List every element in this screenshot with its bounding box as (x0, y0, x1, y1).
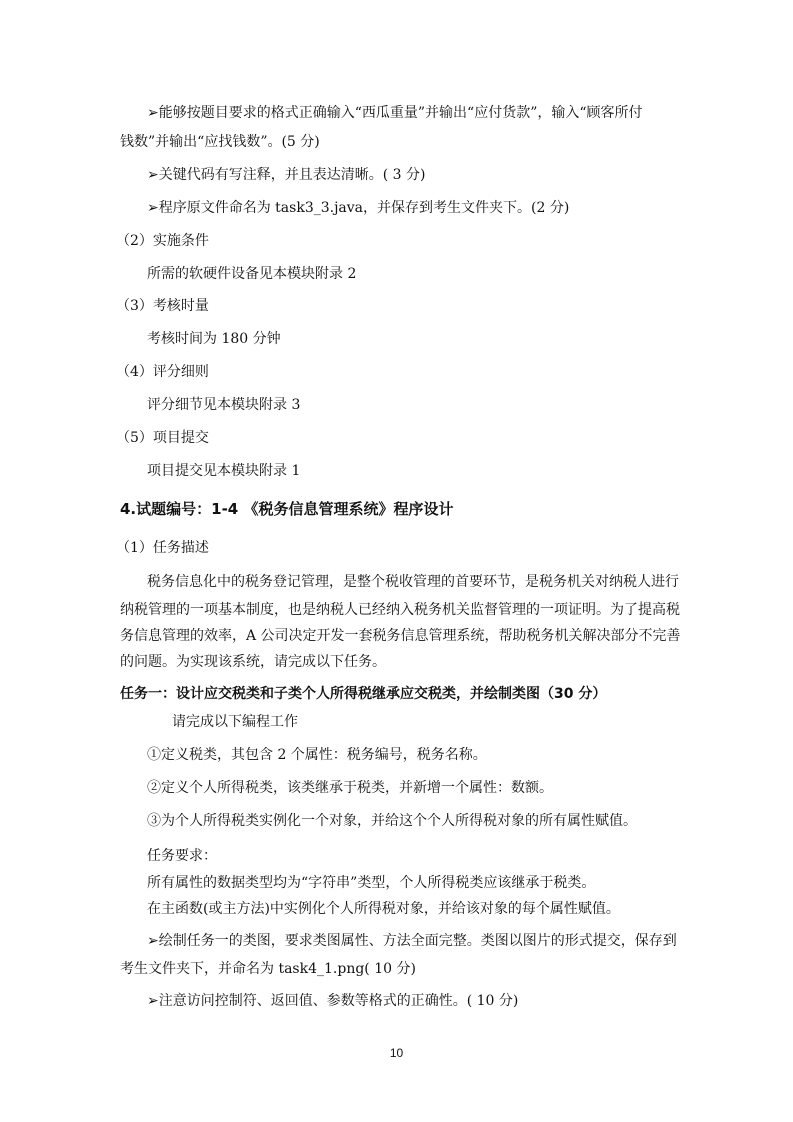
text-line: 的问题。为实现该系统，请完成以下任务。 (120, 654, 386, 670)
text-line: 在主函数(或主方法)中实例化个人所得税对象，并给该对象的每个属性赋值。 (147, 901, 620, 917)
text-line: ➢绘制任务一的类图，要求类图属性、方法全面完整。类图以图片的形式提交，保存到 (147, 933, 677, 949)
page-number: 10 (389, 1046, 404, 1060)
text-line: 所有属性的数据类型均为“字符串”类型，个人所得税类应该继承于税类。 (147, 875, 596, 891)
section-heading: （1）任务描述 (116, 540, 209, 556)
section-heading: （2）实施条件 (116, 233, 209, 249)
section-heading: （4）评分细则 (116, 364, 209, 380)
text-line: 任务要求： (147, 848, 217, 864)
text-line: 请完成以下编程工作 (172, 714, 298, 730)
text-line: 评分细节见本模块附录 3 (147, 397, 301, 413)
list-item: ②定义个人所得税类，该类继承于税类，并新增一个属性：数额。 (147, 780, 553, 796)
question-title: 4.试题编号：1-4 《税务信息管理系统》程序设计 (120, 500, 454, 518)
task-heading: 任务一：设计应交税类和子类个人所得税继承应交税类，并绘制类图（30 分） (120, 686, 607, 702)
text-line: 税务信息化中的税务登记管理，是整个税收管理的首要环节，是税务机关对纳税人进行 (147, 574, 679, 590)
section-heading: （5）项目提交 (116, 430, 209, 446)
text-line: 项目提交见本模块附录 1 (147, 463, 301, 479)
text-line: ➢关键代码有写注释，并且表达清晰。( 3 分) (147, 167, 426, 183)
text-line: ➢程序原文件命名为 task3_3.java，并保存到考生文件夹下。(2 分) (147, 200, 570, 216)
text-line: 考生文件夹下，并命名为 task4_1.png( 10 分) (120, 961, 416, 977)
text-line: 所需的软硬件设备见本模块附录 2 (147, 266, 357, 282)
section-heading: （3）考核时量 (116, 298, 209, 314)
text-line: 纳税管理的一项基本制度，也是纳税人已经纳入税务机关监督管理的一项证明。为了提高税 (120, 602, 680, 618)
text-line: ➢注意访问控制符、返回值、参数等格式的正确性。( 10 分) (147, 993, 519, 1009)
list-item: ③为个人所得税类实例化一个对象，并给这个个人所得税对象的所有属性赋值。 (147, 813, 637, 829)
text-line: 钱数”并输出“应找钱数”。(5 分) (120, 134, 320, 150)
list-item: ①定义税类，其包含 2 个属性：税务编号，税务名称。 (147, 747, 487, 763)
text-line: 务信息管理的效率，A 公司决定开发一套税务信息管理系统，帮助税务机关解决部分不完善 (120, 628, 681, 644)
text-line: ➢能够按题目要求的格式正确输入“西瓜重量”并输出“应付货款”，输入“顾客所付 (147, 105, 643, 121)
text-line: 考核时间为 180 分钟 (147, 331, 281, 347)
